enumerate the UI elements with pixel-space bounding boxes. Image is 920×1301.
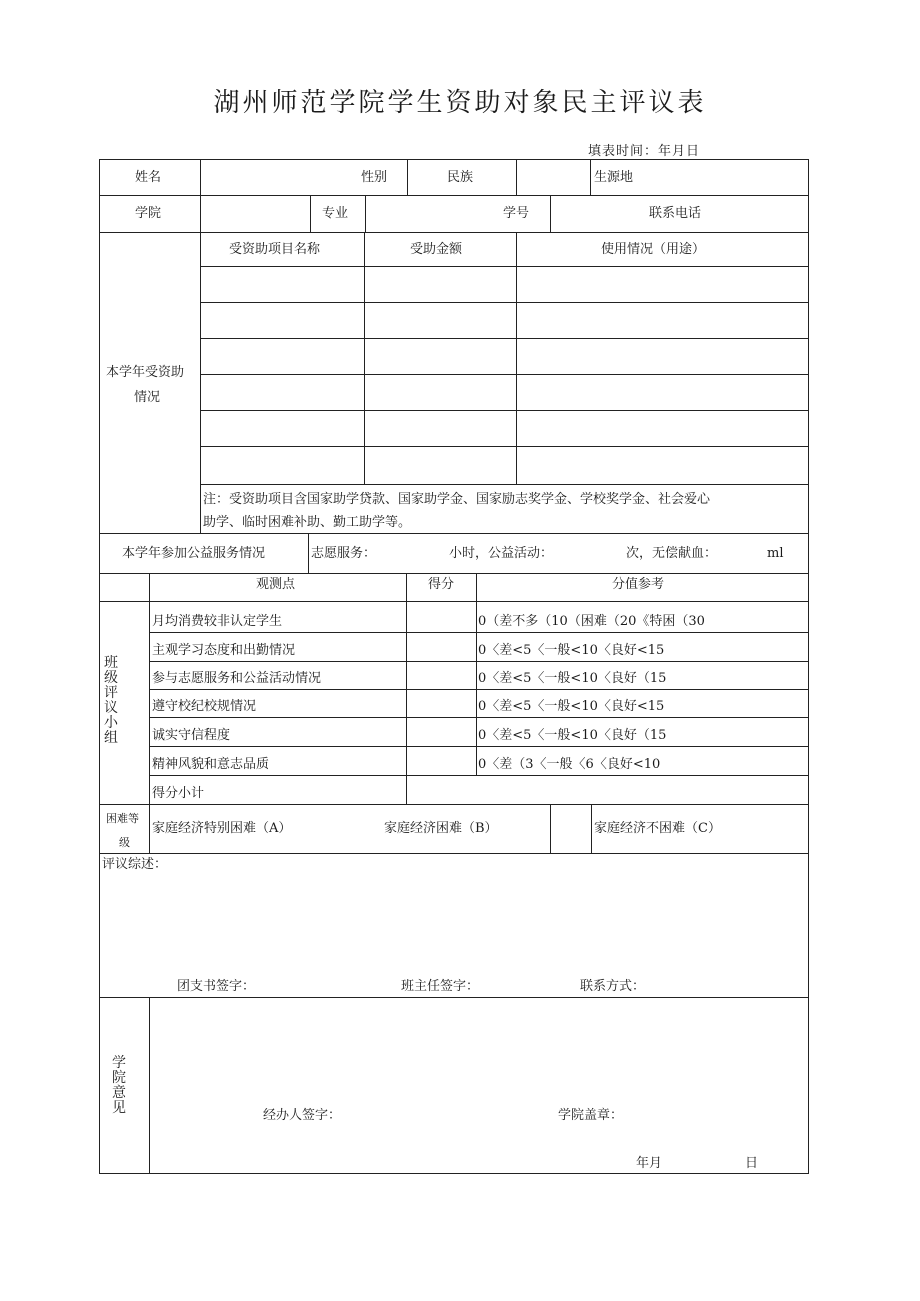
aid-note-2: 助学、临时困难补助、勤工助学等。 bbox=[203, 515, 412, 530]
contact-label: 联系方式： bbox=[580, 979, 646, 994]
date-day: 日 bbox=[745, 1156, 759, 1171]
aid-header-usage: 使用情况（用途） bbox=[601, 242, 706, 257]
review-label: 评议综述： bbox=[102, 857, 168, 872]
league-secretary-sign: 团支书签字： bbox=[177, 979, 256, 994]
difficulty-option-b: 家庭经济困难（B） bbox=[384, 821, 498, 836]
ethnicity-label: 民族 bbox=[447, 170, 474, 185]
phone-label: 联系电话 bbox=[649, 206, 702, 221]
times-label: 次，无偿献血： bbox=[626, 546, 718, 561]
volunteer-label: 志愿服务： bbox=[311, 546, 377, 561]
eval-header-ref: 分值参考 bbox=[612, 577, 665, 592]
name-label: 姓名 bbox=[135, 170, 162, 185]
difficulty-option-c: 家庭经济不困难（C） bbox=[594, 821, 721, 836]
handler-sign: 经办人签字： bbox=[263, 1108, 342, 1123]
eval-header-point: 观测点 bbox=[256, 577, 296, 592]
gender-label: 性别 bbox=[361, 170, 388, 185]
eval-point: 月均消费较非认定学生 bbox=[152, 614, 283, 629]
aid-header-project: 受资助项目名称 bbox=[229, 242, 321, 257]
head-teacher-sign: 班主任签字： bbox=[401, 979, 480, 994]
difficulty-label-2: 级 bbox=[119, 836, 130, 849]
aid-header-amount: 受助金额 bbox=[410, 242, 463, 257]
origin-label: 生源地 bbox=[594, 170, 634, 185]
aid-label-2: 情况 bbox=[134, 390, 161, 405]
eval-point: 主观学习态度和出勤情况 bbox=[152, 643, 296, 658]
major-label: 专业 bbox=[322, 206, 349, 221]
eval-point: 遵守校纪校规情况 bbox=[152, 699, 257, 714]
college-opinion-label: 学院意见 bbox=[112, 1055, 126, 1116]
eval-point: 精神风貌和意志品质 bbox=[152, 757, 270, 772]
eval-ref: 0〈差<5〈一般<10〈良好<15 bbox=[478, 699, 665, 714]
hours-label: 小时，公益活动： bbox=[449, 546, 554, 561]
eval-header-score: 得分 bbox=[428, 577, 455, 592]
difficulty-option-a: 家庭经济特别困难（A） bbox=[152, 821, 292, 836]
aid-note: 注：受资助项目含国家助学贷款、国家助学金、国家励志奖学金、学校奖学金、社会爱心 bbox=[203, 492, 711, 507]
eval-group-label: 班级评议小组 bbox=[104, 655, 118, 746]
college-seal: 学院盖章： bbox=[558, 1108, 624, 1123]
eval-point: 参与志愿服务和公益活动情况 bbox=[152, 671, 322, 686]
fill-date-label: 填表时间：年月日 bbox=[588, 144, 701, 159]
page-title: 湖州师范学院学生资助对象民主评议表 bbox=[213, 88, 707, 118]
eval-point: 诚实守信程度 bbox=[152, 728, 231, 743]
eval-ref: 0〈差（3〈一般〈6〈良好<10 bbox=[478, 757, 661, 772]
difficulty-label: 困难等 bbox=[106, 812, 139, 825]
eval-ref: 0〈差<5〈一般<10〈良好（15 bbox=[478, 728, 667, 743]
eval-subtotal-label: 得分小计 bbox=[152, 786, 205, 801]
eval-ref: 0〈差<5〈一般<10〈良好（15 bbox=[478, 671, 667, 686]
service-label: 本学年参加公益服务情况 bbox=[122, 546, 266, 561]
date-year-month: 年月 bbox=[636, 1156, 663, 1171]
aid-label: 本学年受资助 bbox=[106, 365, 185, 380]
eval-ref: 0（差不多（10（困难（20《特困（30 bbox=[478, 614, 705, 629]
ml-label: ml bbox=[767, 546, 784, 561]
student-id-label: 学号 bbox=[503, 206, 530, 221]
college-label: 学院 bbox=[135, 206, 162, 221]
eval-ref: 0〈差<5〈一般<10〈良好<15 bbox=[478, 643, 665, 658]
